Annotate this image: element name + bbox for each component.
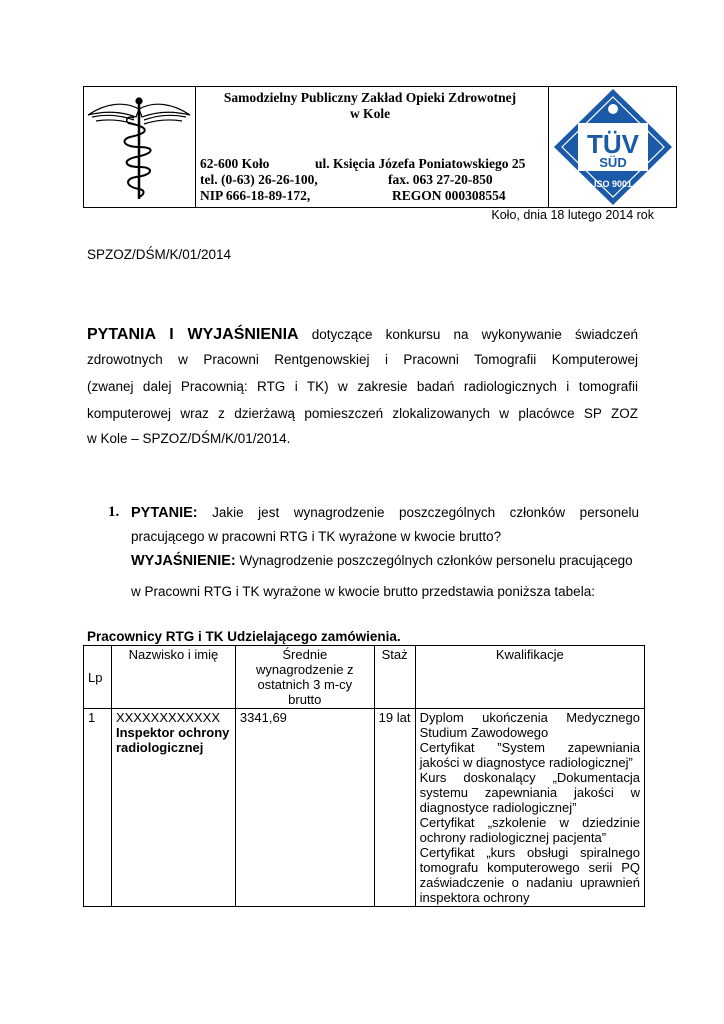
intro-line4: komputerowej wraz z dzierżawą pomieszczeń zlokalizowanych w placówce SP ZOZ: [87, 406, 638, 421]
question-line1: [131, 499, 639, 527]
qualification-item: Dyplom ukończenia Medycznego Studium Zawodowego: [419, 710, 640, 740]
question-text-line1: Jakie jest wynagrodzenie poszczególnych członków personelu: [212, 505, 639, 520]
question-number: 1.: [108, 504, 120, 520]
table-row: [84, 709, 645, 907]
question-label: PYTANIE:: [131, 505, 198, 521]
header-lp: Lp: [84, 646, 112, 709]
answer-text-line2: w Pracowni RTG i TK wyrażone w kwocie brutto przedstawia poniższa tabela:: [131, 584, 595, 599]
row-role: Inspektor ochrony radiologicznej: [115, 725, 230, 755]
phone-number: tel. (0-63) 26-26-100,: [200, 172, 318, 187]
intro-line1-rest: dotyczące konkursu na wykonywanie świadczeń: [311, 327, 639, 342]
tuv-sud-iso-9001-logo: [550, 87, 676, 207]
address-street: ul. Księcia Józefa Poniatowskiego 25: [315, 156, 526, 171]
org-name-line2: w Kole: [349, 106, 391, 121]
tuv-sud-text: SÜD: [599, 155, 627, 170]
answer-line1: [131, 547, 639, 575]
letterhead-logo-cell: [83, 86, 196, 208]
header-name: Nazwisko i imię: [111, 646, 235, 709]
table-header-row: [84, 646, 645, 709]
intro-line1: [87, 321, 638, 348]
row-salary: 3341,69: [235, 709, 374, 907]
iso-text: ISO 9001: [593, 179, 633, 189]
date-line: Koło, dnia 18 lutego 2014 rok: [491, 208, 654, 222]
intro-line5: w Kole – SPZOZ/DŚM/K/01/2014.: [87, 431, 291, 446]
intro-line2: zdrowotnych w Pracowni Rentgenowskiej i Pracowni Tomografii Komputerowej: [87, 352, 638, 367]
regon-number: REGON 000308554: [392, 188, 506, 203]
intro-line3: (zwanej dalej Pracownią: RTG i TK) w zakresie badań radiologicznych i tomografii: [87, 379, 638, 394]
answer-text-line1: Wynagrodzenie poszczególnych członków personelu pracującego: [239, 553, 633, 568]
org-name-line1: Samodzielny Publiczny Zakład Opieki Zdrowotnej: [223, 90, 517, 105]
tuv-text: TÜV: [587, 129, 639, 159]
letterhead-tuv-cell: [548, 86, 677, 208]
row-name: XXXXXXXXXXXX: [115, 710, 221, 725]
qualification-item: Certyfikat „szkolenie w dziedzinie ochrony radiologicznej pacjenta”: [419, 815, 640, 845]
header-qualifications: Kwalifikacje: [415, 646, 644, 709]
caduceus-logo: [84, 87, 194, 207]
qualification-item: Certyfikat ”System zapewniania jakości w diagnostyce radiologicznej”: [419, 740, 640, 770]
address-city: 62-600 Koło: [200, 156, 270, 171]
table-caption: Pracownicy RTG i TK Udzielającego zamówienia.: [87, 629, 401, 644]
row-seniority: 19 lat: [374, 709, 415, 907]
header-seniority: Staż: [374, 646, 415, 709]
header-salary: Średnie wynagrodzenie z ostatnich 3 m-cy brutto: [235, 646, 374, 709]
row-lp: 1: [84, 709, 112, 907]
row-name-cell: [111, 709, 235, 907]
staff-salary-table: [83, 645, 645, 907]
nip-number: NIP 666-18-89-172,: [200, 188, 311, 203]
question-text-line2: pracującego w pracowni RTG i TK wyrażone w kwocie brutto?: [131, 529, 502, 544]
row-qualifications: [415, 709, 644, 907]
fax-number: fax. 063 27-20-850: [388, 172, 493, 187]
answer-label: WYJAŚNIENIE:: [131, 553, 236, 569]
qualification-item: Kurs doskonalący „Dokumentacja systemu zapewniania jakości w diagnostyce radiologicznej”: [419, 770, 640, 815]
qualification-item: Certyfikat „kurs obsługi spiralnego tomografu komputerowego serii PQ zaświadczenie o nadaniu uprawnień inspektora ochrony: [419, 845, 640, 905]
intro-heading: PYTANIA I WYJAŚNIENIA: [87, 326, 299, 343]
reference-number: SPZOZ/DŚM/K/01/2014: [87, 247, 232, 262]
